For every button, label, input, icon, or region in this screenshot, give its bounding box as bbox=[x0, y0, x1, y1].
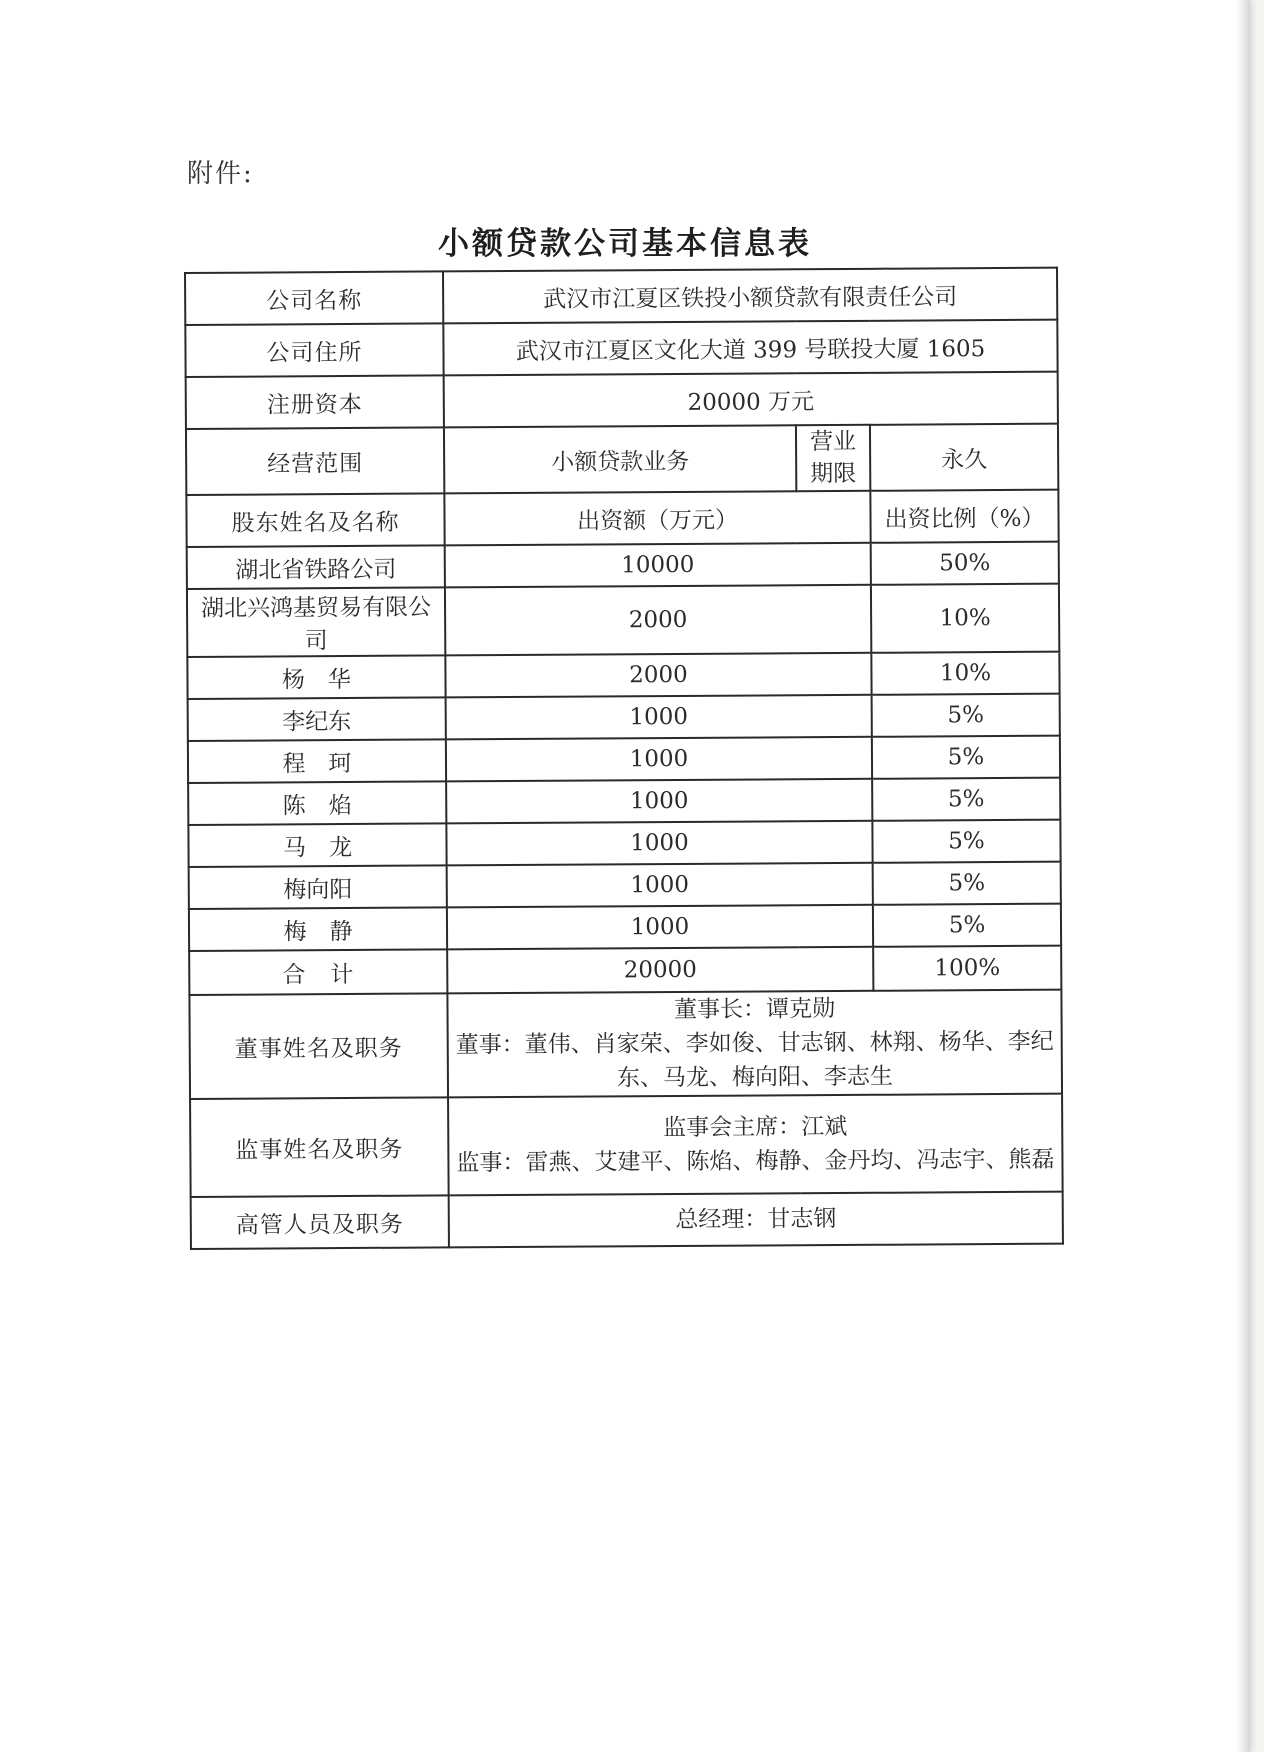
row-shareholder-header bbox=[186, 490, 1058, 547]
shareholder-name: 陈 焰 bbox=[188, 781, 446, 825]
total-amount: 20000 bbox=[447, 947, 873, 994]
total-ratio: 100% bbox=[873, 946, 1061, 991]
shareholder-name: 马 龙 bbox=[188, 823, 446, 867]
shareholder-ratio: 10% bbox=[871, 584, 1059, 653]
scope-value: 小额贷款业务 bbox=[444, 425, 796, 493]
shareholder-ratio: 5% bbox=[872, 736, 1060, 779]
address-value: 武汉市江夏区文化大道 399 号联投大厦 1605 bbox=[443, 320, 1057, 376]
shareholder-amount: 10000 bbox=[445, 543, 871, 588]
executives-value bbox=[449, 1192, 1063, 1248]
shareholder-amount: 2000 bbox=[445, 585, 871, 656]
directors-row bbox=[189, 990, 1062, 1099]
shareholder-ratio: 5% bbox=[872, 694, 1060, 737]
directors-chair: 董事长：谭克勋 bbox=[673, 996, 836, 1024]
executives-label: 高管人员及职务 bbox=[191, 1195, 449, 1249]
directors-members: 董事：董伟、肖家荣、李如俊、甘志钢、林翔、杨华、李纪东、马龙、梅向阳、李志生 bbox=[455, 1028, 1054, 1092]
company-name-label: 公司名称 bbox=[185, 271, 443, 325]
shareholder-amount: 1000 bbox=[447, 863, 873, 908]
executives-list: 总经理：甘志钢 bbox=[675, 1206, 837, 1234]
row-capital bbox=[186, 372, 1058, 429]
shareholder-ratio: 50% bbox=[871, 542, 1059, 585]
document-title: 小额贷款公司基本信息表 bbox=[438, 226, 812, 262]
term-value: 永久 bbox=[870, 424, 1058, 491]
term-label-line1: 营业 bbox=[809, 428, 857, 456]
row-address bbox=[185, 320, 1057, 377]
supervisors-label: 监事姓名及职务 bbox=[190, 1097, 449, 1197]
shareholder-name: 程 珂 bbox=[188, 739, 446, 783]
shareholder-name: 梅 静 bbox=[189, 907, 447, 951]
shareholder-row bbox=[187, 652, 1059, 699]
shareholder-ratio-header: 出资比例（%） bbox=[870, 490, 1058, 543]
shareholder-row bbox=[188, 694, 1060, 741]
address-label: 公司住所 bbox=[185, 323, 443, 377]
shareholder-name-header: 股东姓名及名称 bbox=[186, 493, 444, 547]
company-name-value: 武汉市江夏区铁投小额贷款有限责任公司 bbox=[443, 268, 1057, 324]
total-row bbox=[189, 946, 1061, 995]
directors-value bbox=[447, 990, 1062, 1098]
shareholder-amount: 1000 bbox=[446, 821, 872, 866]
shareholder-amount: 1000 bbox=[446, 779, 872, 824]
supervisors-value bbox=[448, 1094, 1063, 1196]
shareholder-row bbox=[187, 584, 1059, 657]
row-scope bbox=[186, 424, 1058, 495]
shareholder-name: 湖北省铁路公司 bbox=[187, 545, 445, 589]
shareholder-amount-header: 出资额（万元） bbox=[444, 491, 870, 546]
shareholder-name: 杨 华 bbox=[187, 655, 445, 699]
shareholder-row bbox=[188, 778, 1060, 825]
term-label-line2: 期限 bbox=[810, 460, 857, 488]
shareholder-ratio: 5% bbox=[873, 904, 1061, 947]
attachment-label: 附件: bbox=[187, 159, 254, 189]
shareholder-ratio: 10% bbox=[871, 652, 1059, 695]
executives-row bbox=[191, 1192, 1063, 1249]
capital-value: 20000 万元 bbox=[444, 372, 1058, 428]
shareholder-row bbox=[188, 820, 1060, 867]
info-table bbox=[184, 267, 1064, 1250]
shareholder-ratio: 5% bbox=[872, 778, 1060, 821]
shareholder-ratio: 5% bbox=[873, 862, 1061, 905]
row-company-name bbox=[185, 268, 1057, 325]
shareholder-name: 湖北兴鸿基贸易有限公司 bbox=[187, 587, 445, 657]
shareholder-ratio: 5% bbox=[872, 820, 1060, 863]
shareholder-row bbox=[189, 904, 1061, 951]
shareholder-row bbox=[187, 542, 1059, 589]
scope-label: 经营范围 bbox=[186, 427, 444, 495]
shareholder-amount: 1000 bbox=[446, 737, 872, 782]
supervisors-row bbox=[190, 1094, 1063, 1197]
shareholder-amount: 2000 bbox=[445, 653, 871, 698]
shareholder-row bbox=[189, 862, 1061, 909]
shareholder-amount: 1000 bbox=[447, 905, 873, 950]
shareholder-name: 梅向阳 bbox=[189, 865, 447, 909]
term-label bbox=[796, 425, 870, 491]
shareholder-row bbox=[188, 736, 1060, 783]
total-label: 合 计 bbox=[189, 949, 447, 995]
shareholder-name: 李纪东 bbox=[188, 697, 446, 741]
directors-label: 董事姓名及职务 bbox=[189, 993, 448, 1099]
supervisors-members: 监事：雷燕、艾建平、陈焰、梅静、金丹均、冯志宇、熊磊 bbox=[456, 1146, 1055, 1177]
capital-label: 注册资本 bbox=[186, 375, 444, 429]
shareholder-amount: 1000 bbox=[446, 695, 872, 740]
supervisors-chair: 监事会主席：江斌 bbox=[663, 1113, 848, 1142]
